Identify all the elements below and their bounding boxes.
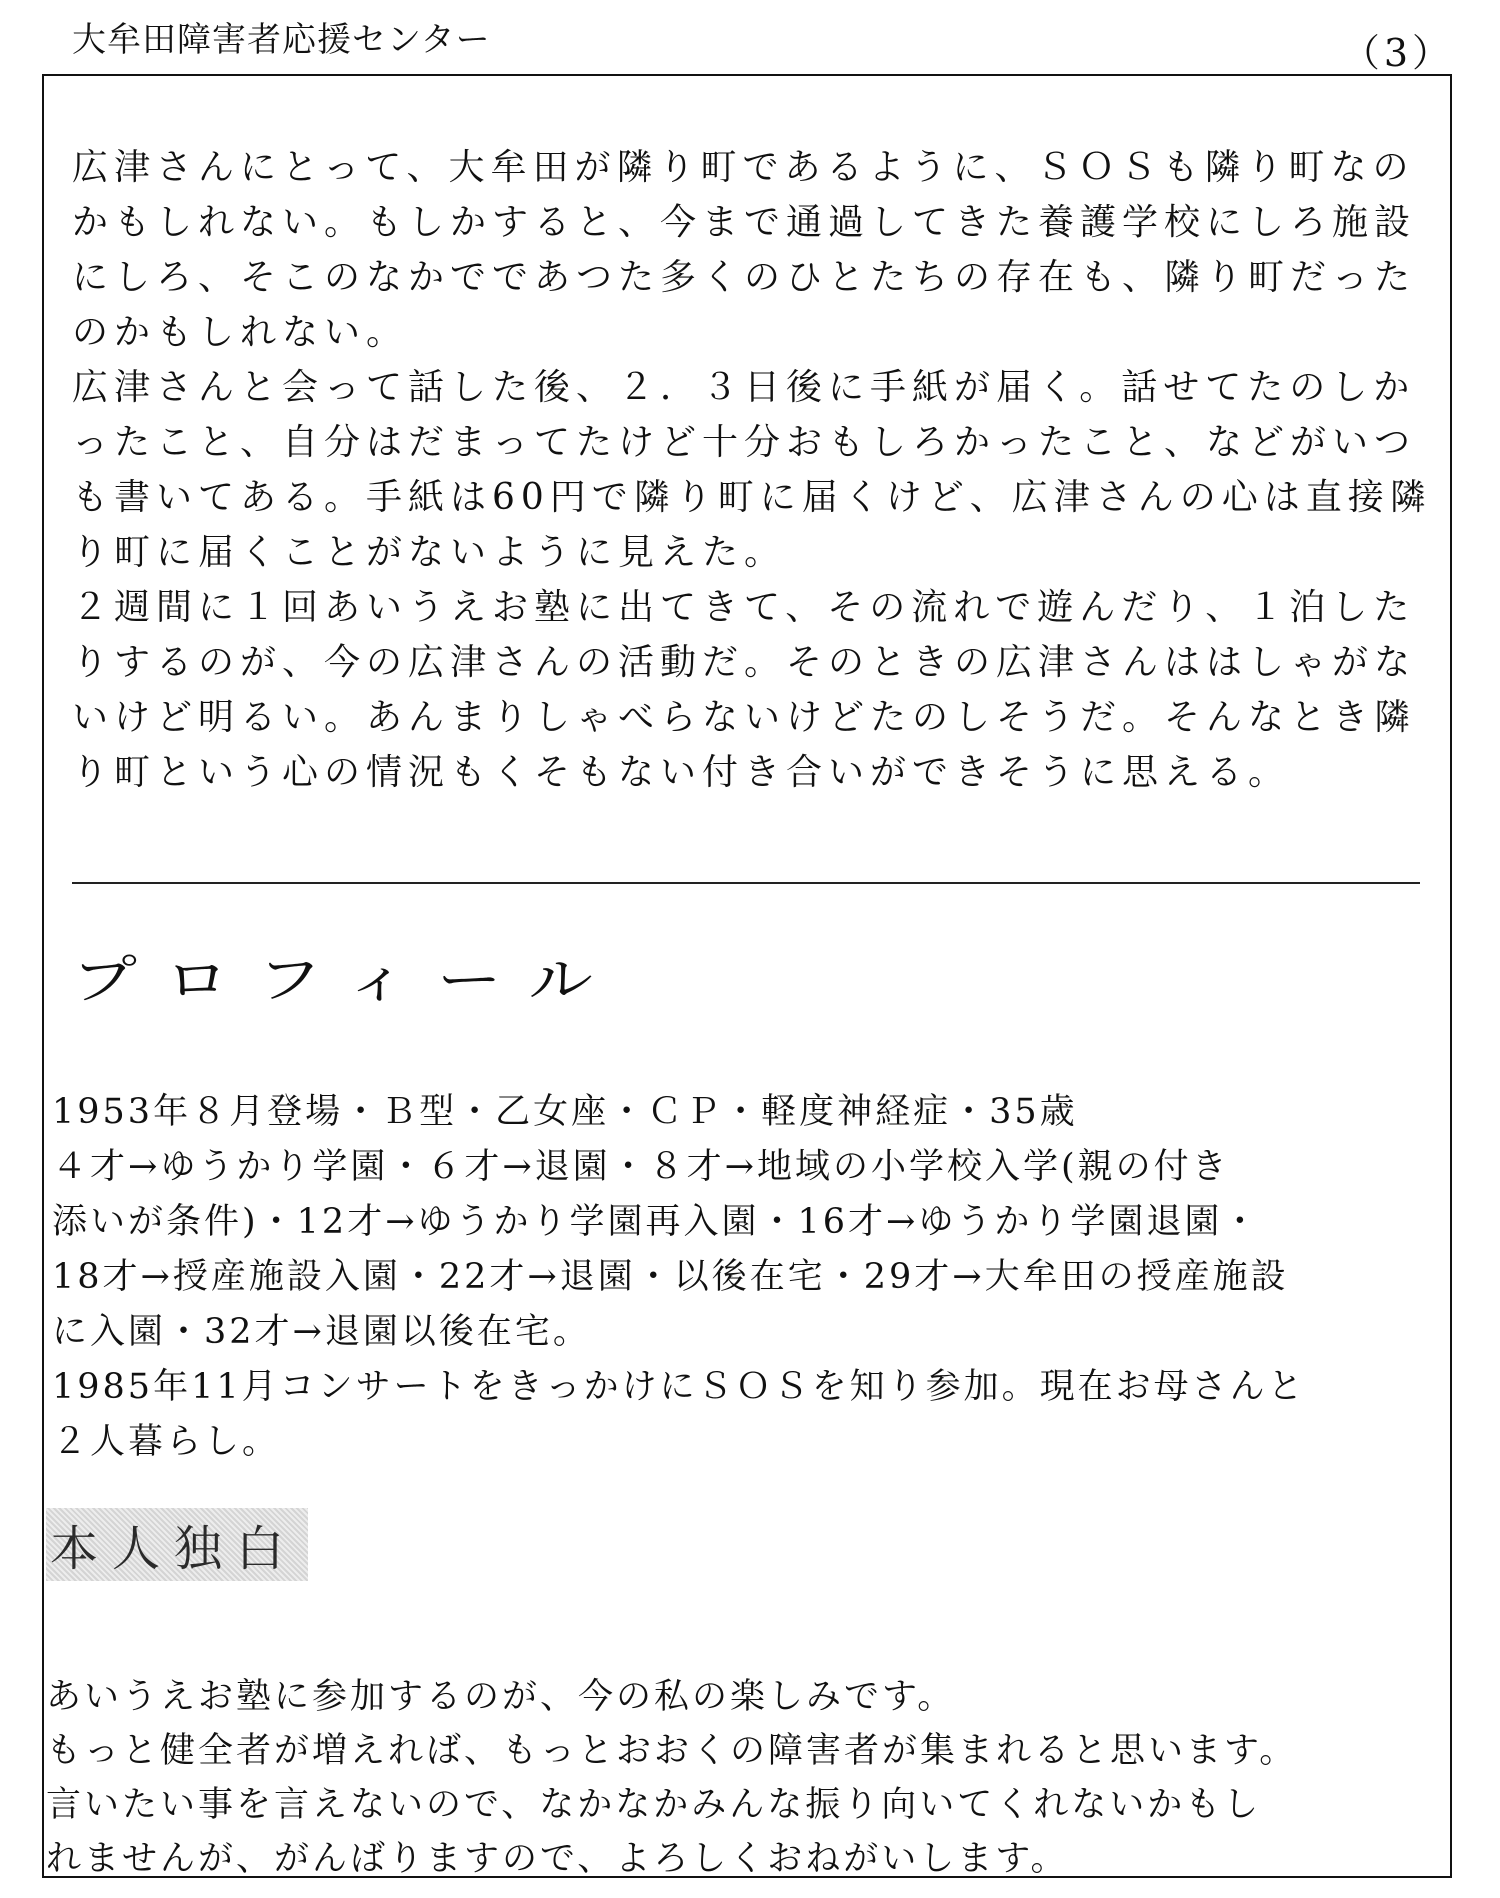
essay-line: 広津さんと会って話した後、２．３日後に手紙が届く。話せてたのしか (72, 367, 1416, 408)
monologue-section (46, 1670, 1440, 1886)
essay-section (72, 140, 1440, 800)
monologue-heading: 本人独白 (46, 1508, 308, 1581)
essay-line: り町という心の情況もくそもない付き合いができそうに思える。 (72, 752, 1291, 793)
essay-line: も書いてある。手紙は60円で隣り町に届くけど、広津さんの心は直接隣 (72, 477, 1432, 518)
essay-line: のかもしれない。 (72, 312, 409, 353)
content-frame (42, 74, 1452, 1878)
organization-name: 大牟田障害者応援センター (72, 20, 491, 60)
monologue-line: あいうえお塾に参加するのが、今の私の楽しみです。 (46, 1677, 956, 1717)
profile-line: 18才→授産施設入園・22才→退園・以後在宅・29才→大牟田の授産施設 (52, 1257, 1289, 1297)
profile-line: 添いが条件)・12才→ゆうかり学園再入園・16才→ゆうかり学園退園・ (52, 1202, 1261, 1242)
monologue-line: 言いたい事を言えないので、なかなかみんな振り向いてくれないかもし (46, 1785, 1262, 1825)
essay-line: ったこと、自分はだまってたけど十分おもしろかったこと、などがいつ (72, 422, 1417, 463)
profile-line: ２人暮らし。 (52, 1422, 281, 1462)
essay-line: ２週間に１回あいうえお塾に出てきて、その流れで遊んだり、１泊した (72, 587, 1416, 628)
monologue-line: れませんが、がんばりますので、よろしくおねがいします。 (46, 1839, 1069, 1879)
profile-line: ４才→ゆうかり学園・６才→退園・８才→地域の小学校入学(親の付き (52, 1147, 1230, 1187)
essay-line: にしろ、そこのなかでであつた多くのひとたちの存在も、隣り町だった (72, 257, 1417, 298)
monologue-line: もっと健全者が増えれば、もっとおおくの障害者が集まれると思います。 (46, 1731, 1298, 1771)
profile-section (52, 1085, 1440, 1470)
essay-line: り町に届くことがないように見えた。 (72, 532, 787, 573)
profile-line: に入園・32才→退園以後在宅。 (52, 1312, 591, 1352)
profile-line: 1985年11月コンサートをきっかけにＳＯＳを知り参加。現在お母さんと (52, 1367, 1306, 1407)
essay-line: りするのが、今の広津さんの活動だ。そのときの広津さんははしゃがな (72, 642, 1417, 683)
profile-heading: プロフィール (72, 951, 621, 1011)
section-divider (72, 882, 1420, 884)
essay-line: いけど明るい。あんまりしゃべらないけどたのしそうだ。そんなとき隣 (72, 697, 1417, 738)
page-number: （3） (1341, 31, 1454, 75)
essay-line: 広津さんにとって、大牟田が隣り町であるように、ＳＯＳも隣り町なの (72, 147, 1415, 188)
essay-line: かもしれない。もしかすると、今まで通過してきた養護学校にしろ施設 (72, 202, 1417, 243)
profile-line: 1953年８月登場・Ｂ型・乙女座・ＣＰ・軽度神経症・35歳 (52, 1092, 1078, 1132)
